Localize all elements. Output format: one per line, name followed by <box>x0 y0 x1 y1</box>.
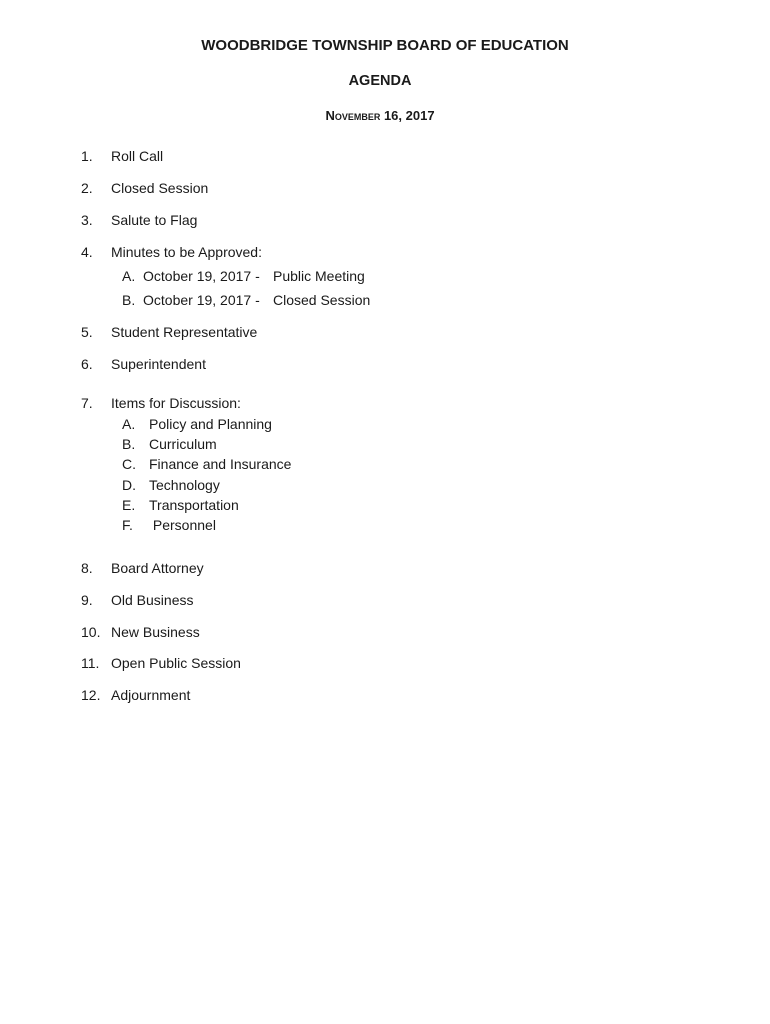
discussion-label: Finance and Insurance <box>149 456 292 472</box>
minutes-type: Closed Session <box>273 292 371 308</box>
item-number: 8. <box>81 560 93 576</box>
discussion-item <box>122 477 220 493</box>
sub-letter: D. <box>122 477 136 493</box>
agenda-item <box>81 560 204 576</box>
item-label: Roll Call <box>111 148 164 164</box>
agenda-item <box>81 244 262 260</box>
agenda-heading: AGENDA <box>348 73 412 89</box>
item-number: 9. <box>81 592 93 608</box>
meeting-date: November 16, 2017 <box>325 108 435 123</box>
agenda-item <box>81 592 193 608</box>
discussion-item <box>122 497 239 513</box>
item-label: Open Public Session <box>111 655 241 671</box>
item-label: Items for Discussion: <box>111 395 241 411</box>
sub-letter: A. <box>122 416 136 432</box>
minutes-type: Public Meeting <box>273 268 365 284</box>
agenda-item <box>81 324 257 340</box>
sub-letter: A. <box>122 268 136 284</box>
discussion-label: Personnel <box>149 517 216 533</box>
discussion-label: Policy and Planning <box>149 416 272 432</box>
discussion-item <box>122 517 216 533</box>
discussion-item <box>122 456 291 472</box>
item-number: 1. <box>81 148 93 164</box>
item-number: 11. <box>81 655 100 671</box>
item-label: Adjournment <box>111 687 191 703</box>
discussion-item <box>122 416 272 432</box>
item-label: Old Business <box>111 592 194 608</box>
agenda-item <box>81 212 197 228</box>
sub-letter: B. <box>122 292 136 308</box>
sub-letter: B. <box>122 436 136 452</box>
discussion-label: Curriculum <box>149 436 217 452</box>
item-label: Minutes to be Approved: <box>111 244 262 260</box>
minutes-item <box>122 292 370 308</box>
minutes-item <box>122 268 365 284</box>
board-title: WOODBRIDGE TOWNSHIP BOARD OF EDUCATION <box>201 37 569 54</box>
minutes-date: October 19, 2017 - <box>143 268 260 284</box>
sub-letter: E. <box>122 497 136 513</box>
item-number: 3. <box>81 212 93 228</box>
sub-letter: F. <box>122 517 133 533</box>
item-label: Closed Session <box>111 180 209 196</box>
item-number: 4. <box>81 244 93 260</box>
sub-letter: C. <box>122 456 136 472</box>
item-number: 6. <box>81 356 93 372</box>
item-label: New Business <box>111 624 200 640</box>
agenda-item <box>81 180 208 196</box>
item-label: Superintendent <box>111 356 206 372</box>
discussion-label: Transportation <box>149 497 239 513</box>
discussion-item <box>122 436 217 452</box>
item-number: 10. <box>81 624 101 640</box>
item-label: Board Attorney <box>111 560 204 576</box>
agenda-item <box>81 356 206 372</box>
agenda-item <box>81 395 241 411</box>
discussion-label: Technology <box>149 477 220 493</box>
agenda-item <box>81 148 163 164</box>
item-number: 7. <box>81 395 93 411</box>
agenda-item <box>81 687 190 703</box>
agenda-item <box>81 655 241 671</box>
item-number: 2. <box>81 180 93 196</box>
item-number: 5. <box>81 324 93 340</box>
item-label: Student Representative <box>111 324 258 340</box>
item-number: 12. <box>81 687 101 703</box>
agenda-item <box>81 624 200 640</box>
item-label: Salute to Flag <box>111 212 198 228</box>
minutes-date: October 19, 2017 - <box>143 292 260 308</box>
